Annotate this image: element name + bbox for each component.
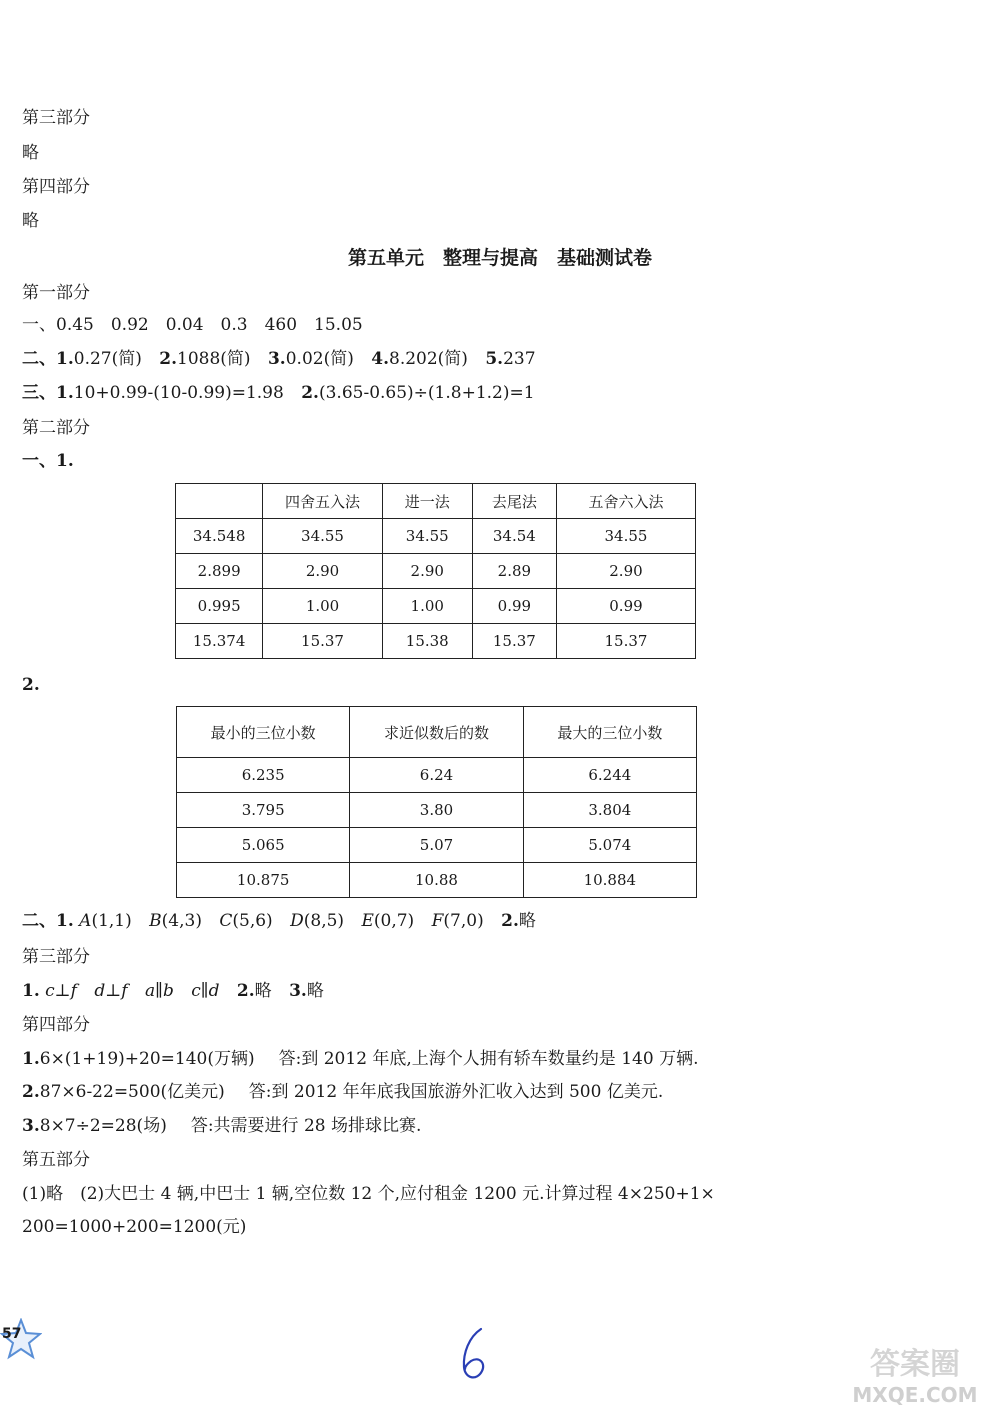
p5-heading: 第五部分 — [22, 1150, 90, 1170]
p4-item: 2.87×6-22=500(亿美元) 答:到 2012 年年底我国旅游外汇收入达到 500 亿美元. — [22, 1082, 664, 1102]
p3-line: 1. c⊥f d⊥f a∥b c∥d 2.略 3.略 — [22, 981, 324, 1001]
table-cell: 2.89 — [472, 554, 556, 589]
table-cell: 34.54 — [472, 519, 556, 554]
coordinate-answers: 二、1. A(1,1) B(4,3) C(5,6) D(8,5) E(0,7) F(7,0) 2.略 — [22, 911, 536, 931]
table-cell: 6.235 — [177, 758, 350, 793]
p4-item: 3.8×7÷2=28(场) 答:共需要进行 28 场排球比赛. — [22, 1116, 422, 1136]
table-cell: 2.90 — [556, 554, 695, 589]
p1-line2: 二、1.0.27(简) 2.1088(简) 3.0.02(简) 4.8.202(简) 5.237 — [22, 349, 536, 369]
table-cell: 5.07 — [350, 828, 523, 863]
svg-text:MXQE.COM: MXQE.COM — [852, 1383, 978, 1407]
table-cell: 1.00 — [263, 589, 382, 624]
table-cell: 四舍五入法 — [263, 484, 382, 519]
table-cell: 五舍六入法 — [556, 484, 695, 519]
table-cell: 15.37 — [556, 624, 695, 659]
page-number: 57 — [2, 1326, 22, 1342]
table-cell: 10.88 — [350, 863, 523, 898]
p2-q2-label: 2. — [22, 675, 40, 695]
table-cell: 进一法 — [382, 484, 472, 519]
table-row — [177, 863, 697, 898]
table-cell: 3.795 — [177, 793, 350, 828]
table-header-row — [176, 484, 696, 519]
table-cell: 求近似数后的数 — [350, 707, 523, 758]
table-cell: 3.80 — [350, 793, 523, 828]
rounding-table — [175, 483, 696, 659]
table-cell: 0.99 — [556, 589, 695, 624]
p1-line1: 一、0.45 0.92 0.04 0.3 460 15.05 — [22, 315, 363, 335]
p2-heading: 第二部分 — [22, 418, 90, 438]
table-cell: 15.37 — [472, 624, 556, 659]
table-cell: 最大的三位小数 — [523, 707, 696, 758]
part4-heading: 第四部分 — [22, 177, 90, 197]
table-cell: 3.804 — [523, 793, 696, 828]
table-cell: 2.899 — [176, 554, 263, 589]
handwritten-digit — [455, 1325, 495, 1385]
table-cell: 0.995 — [176, 589, 263, 624]
unit-title: 第五单元 整理与提高 基础测试卷 — [347, 247, 652, 269]
p5-line1: (1)略 (2)大巴士 4 辆,中巴士 1 辆,空位数 12 个,应付租金 1200 元.计算过程 4×250+1× — [22, 1184, 715, 1204]
table-cell: 5.065 — [177, 828, 350, 863]
table-cell: 6.24 — [350, 758, 523, 793]
table-cell: 6.244 — [523, 758, 696, 793]
table-cell: 去尾法 — [472, 484, 556, 519]
table-row — [176, 554, 696, 589]
watermark-logo — [840, 1340, 990, 1410]
table-row — [176, 624, 696, 659]
p5-line2: 200=1000+200=1200(元) — [22, 1217, 247, 1237]
table-cell: 0.99 — [472, 589, 556, 624]
table-row — [177, 828, 697, 863]
table-cell: 15.38 — [382, 624, 472, 659]
table-cell: 15.37 — [263, 624, 382, 659]
p3-heading: 第三部分 — [22, 947, 90, 967]
table-cell: 2.90 — [263, 554, 382, 589]
p4-item: 1.6×(1+19)+20=140(万辆) 答:到 2012 年底,上海个人拥有轿车数量约是 140 万辆. — [22, 1049, 699, 1069]
table-row — [176, 589, 696, 624]
table-cell: 10.884 — [523, 863, 696, 898]
table-cell — [176, 484, 263, 519]
table-header-row — [177, 707, 697, 758]
table-cell: 5.074 — [523, 828, 696, 863]
table-cell: 10.875 — [177, 863, 350, 898]
table-cell: 34.55 — [382, 519, 472, 554]
table-cell: 34.55 — [263, 519, 382, 554]
p2-q1-label: 一、1. — [22, 451, 74, 471]
p1-heading: 第一部分 — [22, 283, 90, 303]
part3-heading: 第三部分 — [22, 108, 90, 128]
p1-line3: 三、1.10+0.99-(10-0.99)=1.98 2.(3.65-0.65)÷(1.8+1.2)=1 — [22, 383, 535, 403]
svg-text:答案圈: 答案圈 — [870, 1347, 960, 1382]
table-row — [176, 519, 696, 554]
table-cell: 34.548 — [176, 519, 263, 554]
p4-heading: 第四部分 — [22, 1015, 90, 1035]
part3-answer: 略 — [22, 143, 39, 163]
table-row — [177, 793, 697, 828]
decimal-range-table — [176, 706, 697, 898]
table-row — [177, 758, 697, 793]
table-cell: 最小的三位小数 — [177, 707, 350, 758]
table-cell: 1.00 — [382, 589, 472, 624]
part4-answer: 略 — [22, 211, 39, 231]
table-cell: 34.55 — [556, 519, 695, 554]
table-cell: 2.90 — [382, 554, 472, 589]
table-cell: 15.374 — [176, 624, 263, 659]
